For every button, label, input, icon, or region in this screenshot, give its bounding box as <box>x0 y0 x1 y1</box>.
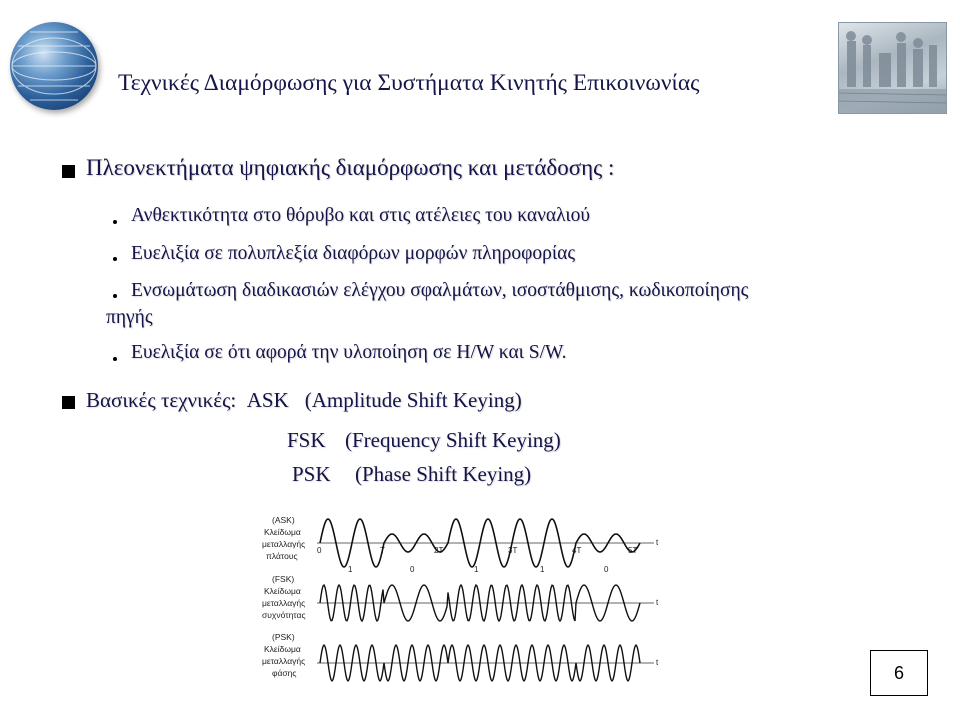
square-bullet-icon <box>62 396 75 409</box>
fsk-label-line: συχνότητας <box>262 610 306 620</box>
technique-name: (Phase Shift Keying) <box>355 462 532 486</box>
page-title: Τεχνικές Διαμόρφωσης για Συστήματα Κινητής Επικοινωνίας <box>118 70 700 96</box>
bullet-dot-icon <box>113 220 117 224</box>
fsk-label-line: (FSK) <box>272 574 295 584</box>
square-bullet-icon <box>62 165 75 178</box>
time-mark-label: 4T <box>572 546 582 555</box>
technique-name: (Frequency Shift Keying) <box>345 428 561 452</box>
time-mark-label: T <box>380 546 385 555</box>
technique-abbr: PSK <box>292 462 331 486</box>
bullet-dot-icon <box>113 257 117 261</box>
ask-label-line: Κλείδωμα <box>264 527 301 537</box>
page-number: 6 <box>870 650 928 696</box>
advantage-item: Ενσωμάτωση διαδικασιών ελέγχου σφαλμάτων, ισοστάθμισης, κωδικοποίησης <box>131 280 749 301</box>
technique-abbr: FSK <box>287 428 326 452</box>
time-mark-label: 5T <box>628 546 638 555</box>
advantages-heading: Πλεονεκτήματα ψηφιακής διαμόρφωσης και μετάδοσης : <box>86 155 615 180</box>
psk-label-line: μεταλλαγής <box>262 656 306 666</box>
technique-row-psk <box>292 462 531 487</box>
advantage-item: Ευελιξία σε πολυπλεξία διαφόρων μορφών πληροφορίας <box>131 243 576 264</box>
ask-label-line: (ASK) <box>272 515 295 525</box>
time-mark-label: 2T <box>434 546 444 555</box>
psk-label-line: Κλείδωμα <box>264 644 301 654</box>
advantage-item: Ευελιξία σε ότι αφορά την υλοποίηση σε H/W και S/W. <box>131 342 567 363</box>
header-relief-image <box>838 22 947 114</box>
modulation-waveforms-diagram <box>262 505 672 715</box>
bit-value-label: 0 <box>410 565 415 574</box>
time-mark-label: 0 <box>317 546 322 555</box>
globe-logo-icon <box>10 22 98 110</box>
fsk-label-line: μεταλλαγής <box>262 598 306 608</box>
advantage-item-continuation: πηγής <box>106 307 153 328</box>
bit-value-label: 1 <box>474 565 479 574</box>
technique-name: (Amplitude Shift Keying) <box>304 388 522 412</box>
fsk-axis-t-label: t <box>656 598 659 607</box>
psk-label-line: (PSK) <box>272 632 295 642</box>
fsk-label-line: Κλείδωμα <box>264 586 301 596</box>
bullet-dot-icon <box>113 294 117 298</box>
bullet-dot-icon <box>113 357 117 361</box>
technique-row-ask <box>86 388 522 413</box>
techniques-heading: Βασικές τεχνικές: <box>86 388 237 412</box>
time-mark-label: 3T <box>508 546 518 555</box>
technique-row-fsk <box>287 428 561 453</box>
bit-value-label: 0 <box>604 565 609 574</box>
psk-label-line: φάσης <box>272 668 297 678</box>
technique-abbr: ASK <box>246 388 289 412</box>
ask-axis-t-label: t <box>656 538 659 547</box>
ask-label-line: μεταλλαγής <box>262 539 306 549</box>
bit-value-label: 1 <box>540 565 545 574</box>
advantage-item: Ανθεκτικότητα στο θόρυβο και στις ατέλειες του καναλιού <box>131 205 590 226</box>
psk-waveform <box>320 645 640 681</box>
ask-label-line: πλάτους <box>266 551 298 561</box>
bit-value-label: 1 <box>348 565 353 574</box>
psk-axis-t-label: t <box>656 658 659 667</box>
ask-waveform <box>320 519 640 567</box>
